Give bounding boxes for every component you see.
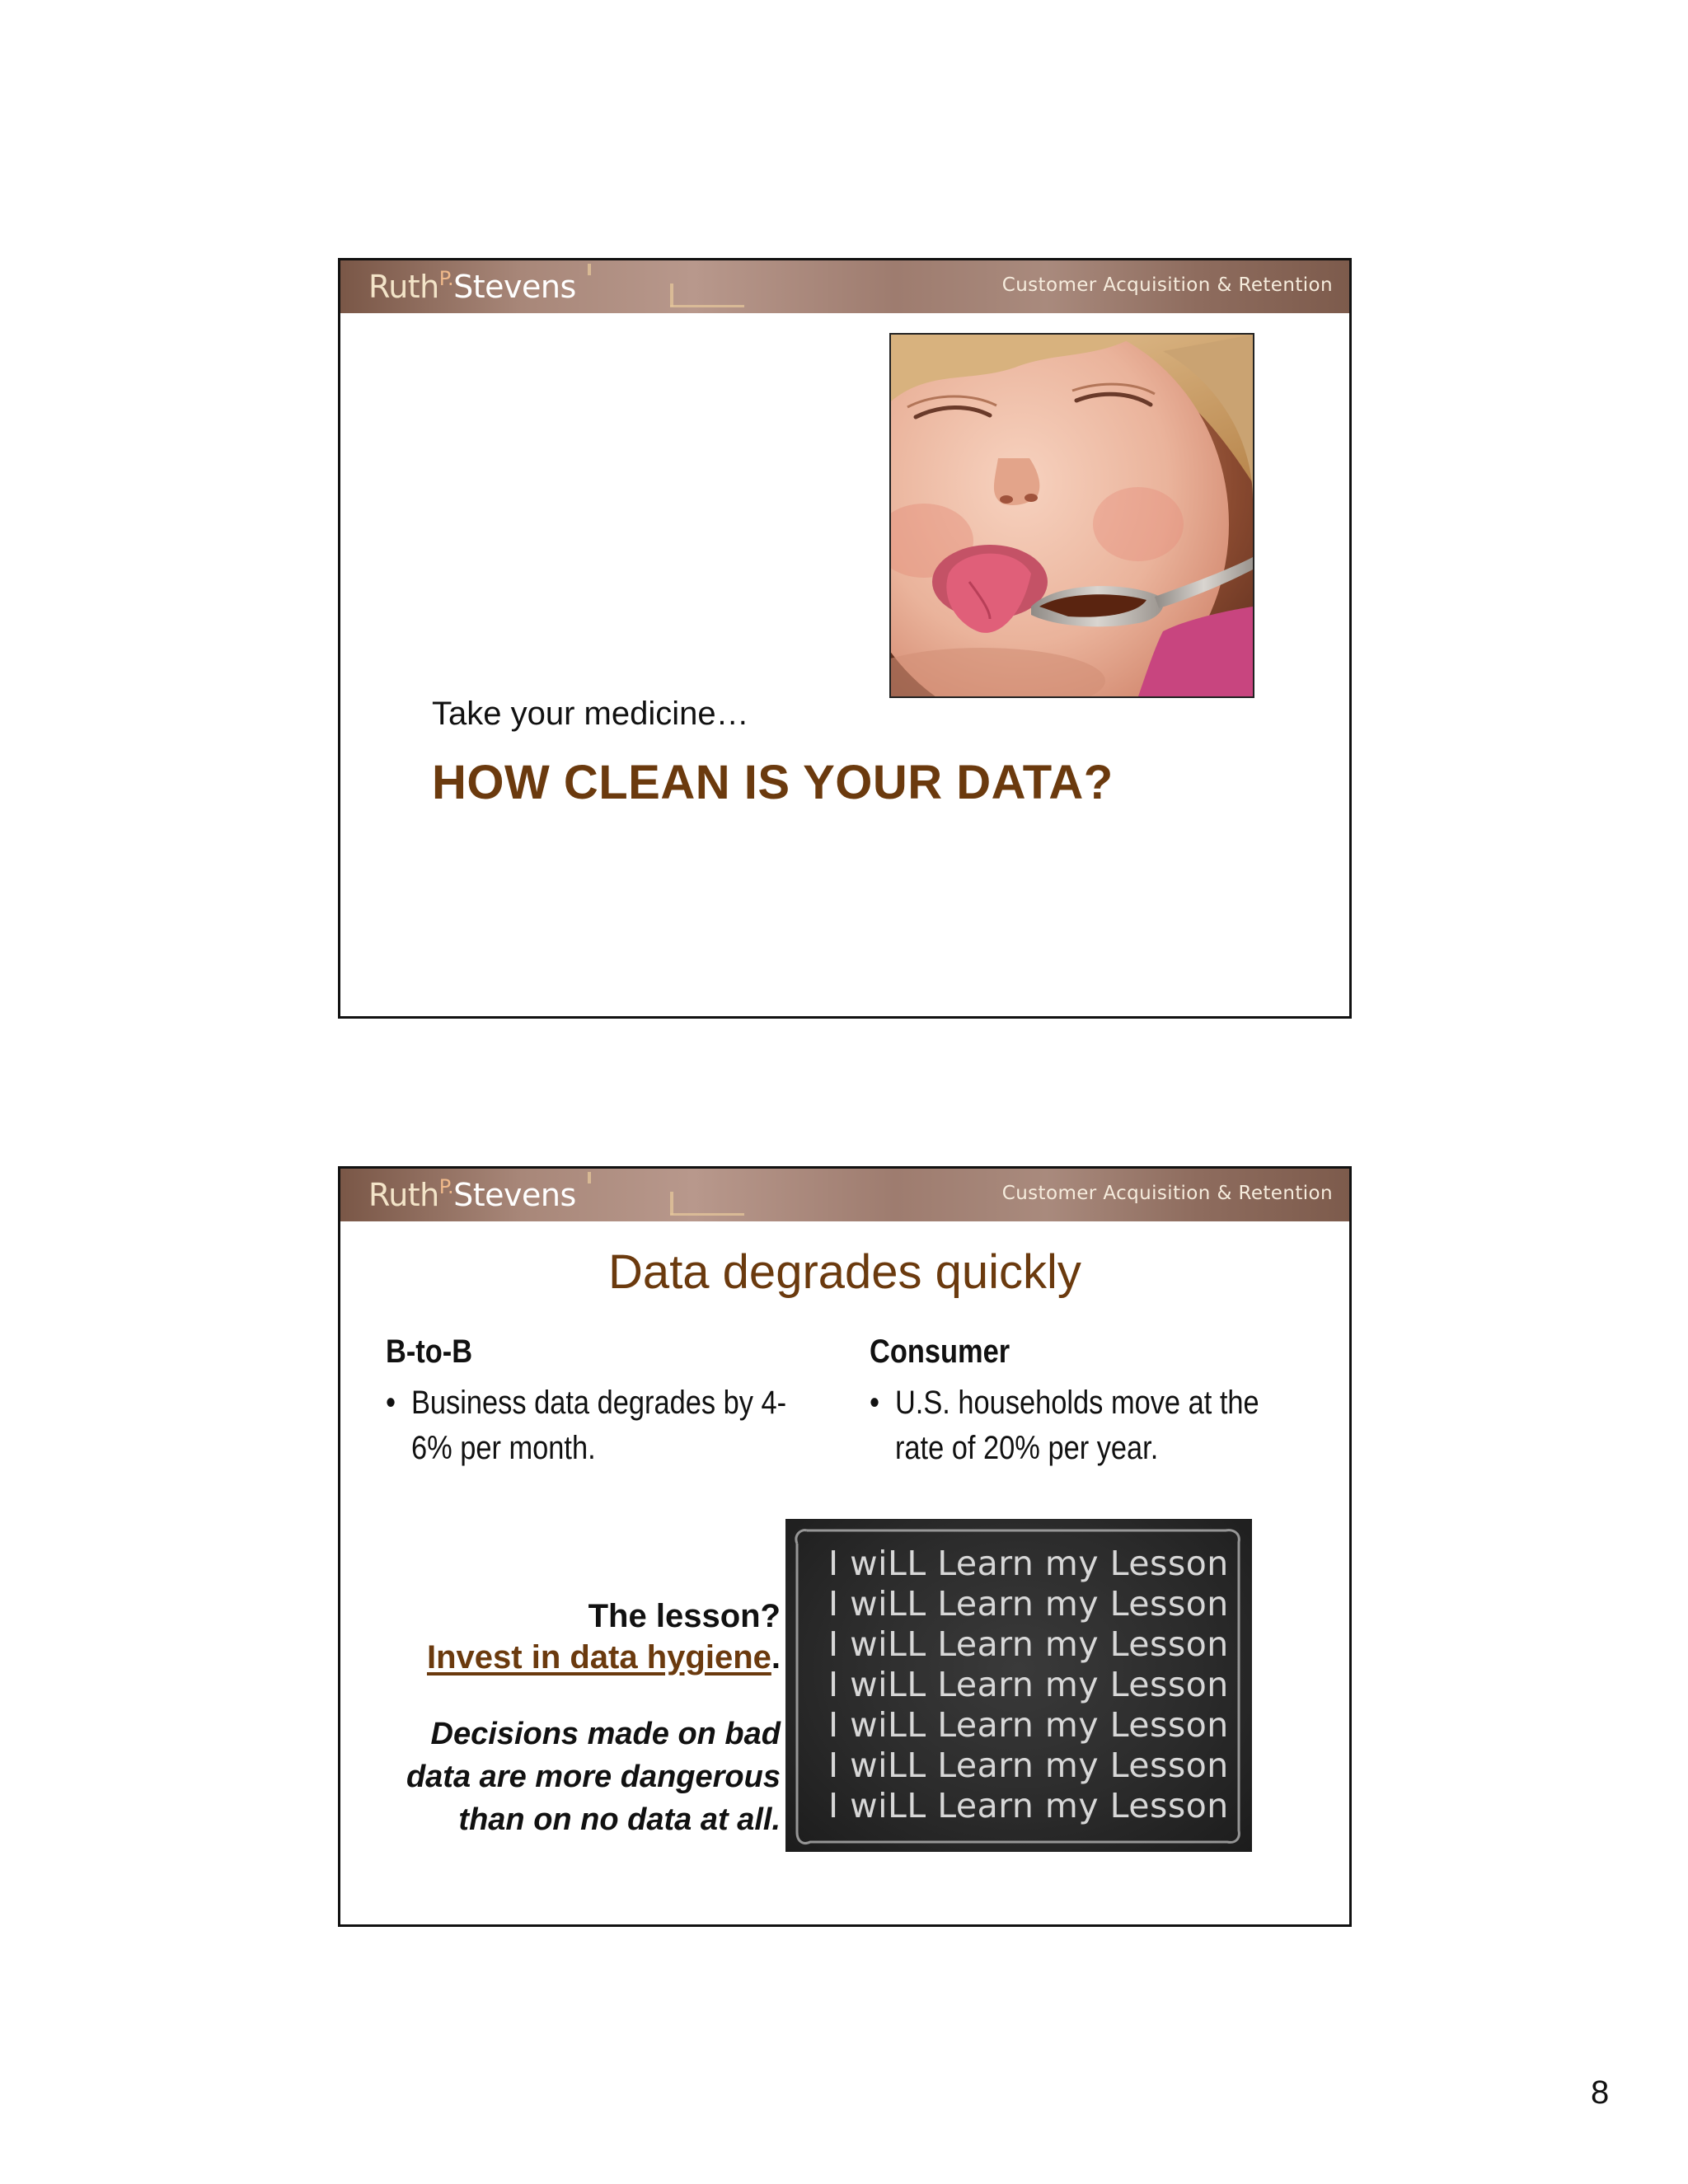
bullet-text: U.S. households move at the rate of 20% per year.	[894, 1385, 1259, 1466]
lesson-question: The lesson?	[588, 1598, 781, 1634]
brand-tagline: Customer Acquisition & Retention	[1001, 274, 1333, 296]
chalk-line: I wiLL Learn my Lesson	[828, 1746, 1229, 1785]
slide-header-banner	[340, 1169, 1349, 1221]
page-number: 8	[1591, 2074, 1610, 2111]
chalk-line: I wiLL Learn my Lesson	[828, 1544, 1229, 1583]
slide-1	[338, 258, 1352, 1019]
chalk-line: I wiLL Learn my Lesson	[828, 1705, 1229, 1745]
slide-2	[338, 1166, 1352, 1927]
bullet-dot-icon: •	[386, 1385, 396, 1421]
bullet-item	[870, 1380, 1295, 1471]
brand-tagline: Customer Acquisition & Retention	[1001, 1183, 1333, 1204]
chalk-line: I wiLL Learn my Lesson	[828, 1665, 1229, 1704]
data-hygiene-link[interactable]: Invest in data hygiene	[426, 1639, 771, 1675]
chalk-line: I wiLL Learn my Lesson	[828, 1786, 1229, 1825]
column-heading: B-to-B	[386, 1333, 473, 1370]
brand-logo: Ruth$^{P.}$Stevens	[368, 1175, 576, 1213]
bullet-dot-icon: •	[870, 1385, 880, 1421]
column-b2b	[386, 1333, 823, 1471]
slide-header-banner	[340, 260, 1349, 313]
slide-title: Data degrades quickly	[608, 1245, 1081, 1299]
slide-heading: HOW CLEAN IS YOUR DATA?	[432, 756, 1114, 809]
chalk-line: I wiLL Learn my Lesson	[828, 1584, 1229, 1624]
column-consumer	[870, 1333, 1306, 1471]
bullet-item	[386, 1380, 811, 1471]
child-taking-medicine-photo	[889, 333, 1254, 698]
lesson-block	[368, 1596, 781, 1841]
lesson-answer: Invest in data hygiene.	[426, 1639, 781, 1675]
brand-logo: Ruth$^{P.}$Stevens	[368, 267, 576, 305]
bullet-text: Business data degrades by 4-6% per month.	[410, 1385, 787, 1466]
chalk-line: I wiLL Learn my Lesson	[828, 1624, 1229, 1664]
lesson-quote: Decisions made on bad data are more dangerous than on no data at all.	[406, 1717, 781, 1837]
slide-subtitle: Take your medicine…	[432, 696, 749, 732]
chalkboard-image	[785, 1519, 1252, 1852]
column-heading: Consumer	[870, 1333, 1010, 1370]
